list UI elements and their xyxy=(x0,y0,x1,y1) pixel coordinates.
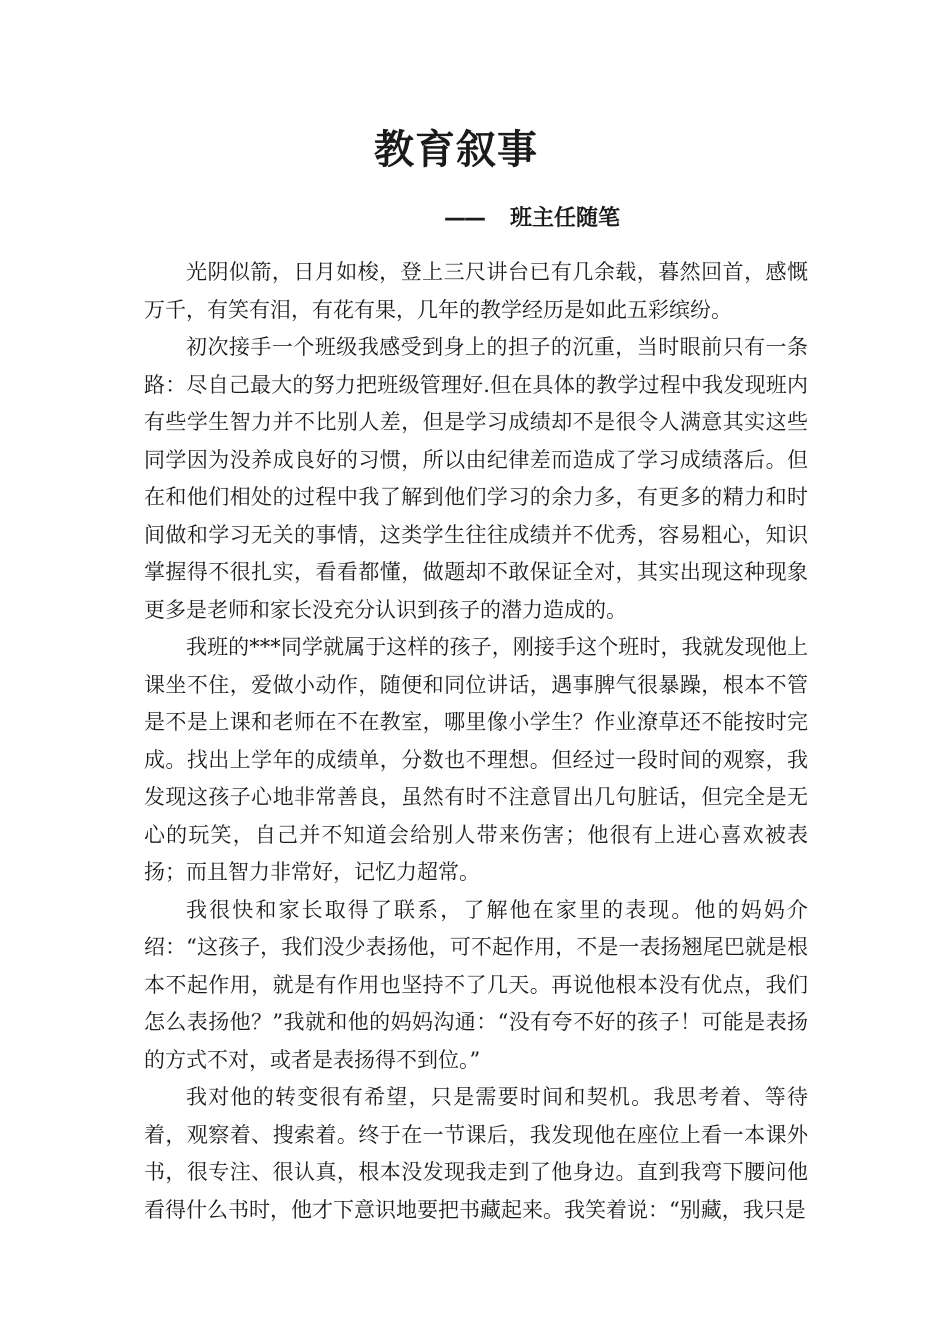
document-body xyxy=(144,254,808,1229)
subtitle-text: 班主任随笔 xyxy=(510,206,621,231)
subtitle-dash: —— xyxy=(444,206,484,231)
document-subtitle xyxy=(444,202,620,236)
document-title: 教育叙事 xyxy=(374,127,538,173)
paragraph: 初次接手一个班级我感受到身上的担子的沉重，当时眼前只有一条路：尽自己最大的努力把班级管理好.但在具体的教学过程中我发现班内有些学生智力并不比别人差，但是学习成绩却不是很令人满意其实这些同学因为没养成良好的习惯，所以由纪律差而造成了学习成绩落后。但在和他们相处的过程中我了解到他们学习的余力多，有更多的精力和时间做和学习无关的事情，这类学生往往成绩并不优秀，容易粗心，知识掌握得不很扎实，看看都懂，做题却不敢保证全对，其实出现这种现象更多是老师和家长没充分认识到孩子的潜力造成的。 xyxy=(144,335,808,622)
paragraph: 我班的***同学就属于这样的孩子，刚接手这个班时，我就发现他上课坐不住，爱做小动作，随便和同位讲话，遇事脾气很暴躁，根本不管是不是上课和老师在不在教室，哪里像小学生？作业潦草还不能按时完成。找出上学年的成绩单，分数也不理想。但经过一段时间的观察，我发现这孩子心地非常善良，虽然有时不注意冒出几句脏话，但完全是无心的玩笑，自己并不知道会给别人带来伤害；他很有上进心喜欢被表扬；而且智力非常好，记忆力超常。 xyxy=(144,635,808,884)
paragraph: 我对他的转变很有希望，只是需要时间和契机。我思考着、等待着，观察着、搜索着。终于在一节课后，我发现他在座位上看一本课外书，很专注、很认真，根本没发现我走到了他身边。直到我弯下腰问他看得什么书时，他才下意识地要把书藏起来。我笑着说：“别藏，我只是 xyxy=(144,1085,808,1222)
paragraph: 我很快和家长取得了联系，了解他在家里的表现。他的妈妈介绍：“这孩子，我们没少表扬他，可不起作用，不是一表扬翘尾巴就是根本不起作用，就是有作用也坚持不了几天。再说他根本没有优点，我们怎么表扬他？”我就和他的妈妈沟通：“没有夸不好的孩子！可能是表扬的方式不对，或者是表扬得不到位。” xyxy=(144,897,808,1072)
paragraph: 光阴似箭，日月如梭，登上三尺讲台已有几余载，暮然回首，感慨万千，有笑有泪，有花有果，几年的教学经历是如此五彩缤纷。 xyxy=(144,260,808,322)
